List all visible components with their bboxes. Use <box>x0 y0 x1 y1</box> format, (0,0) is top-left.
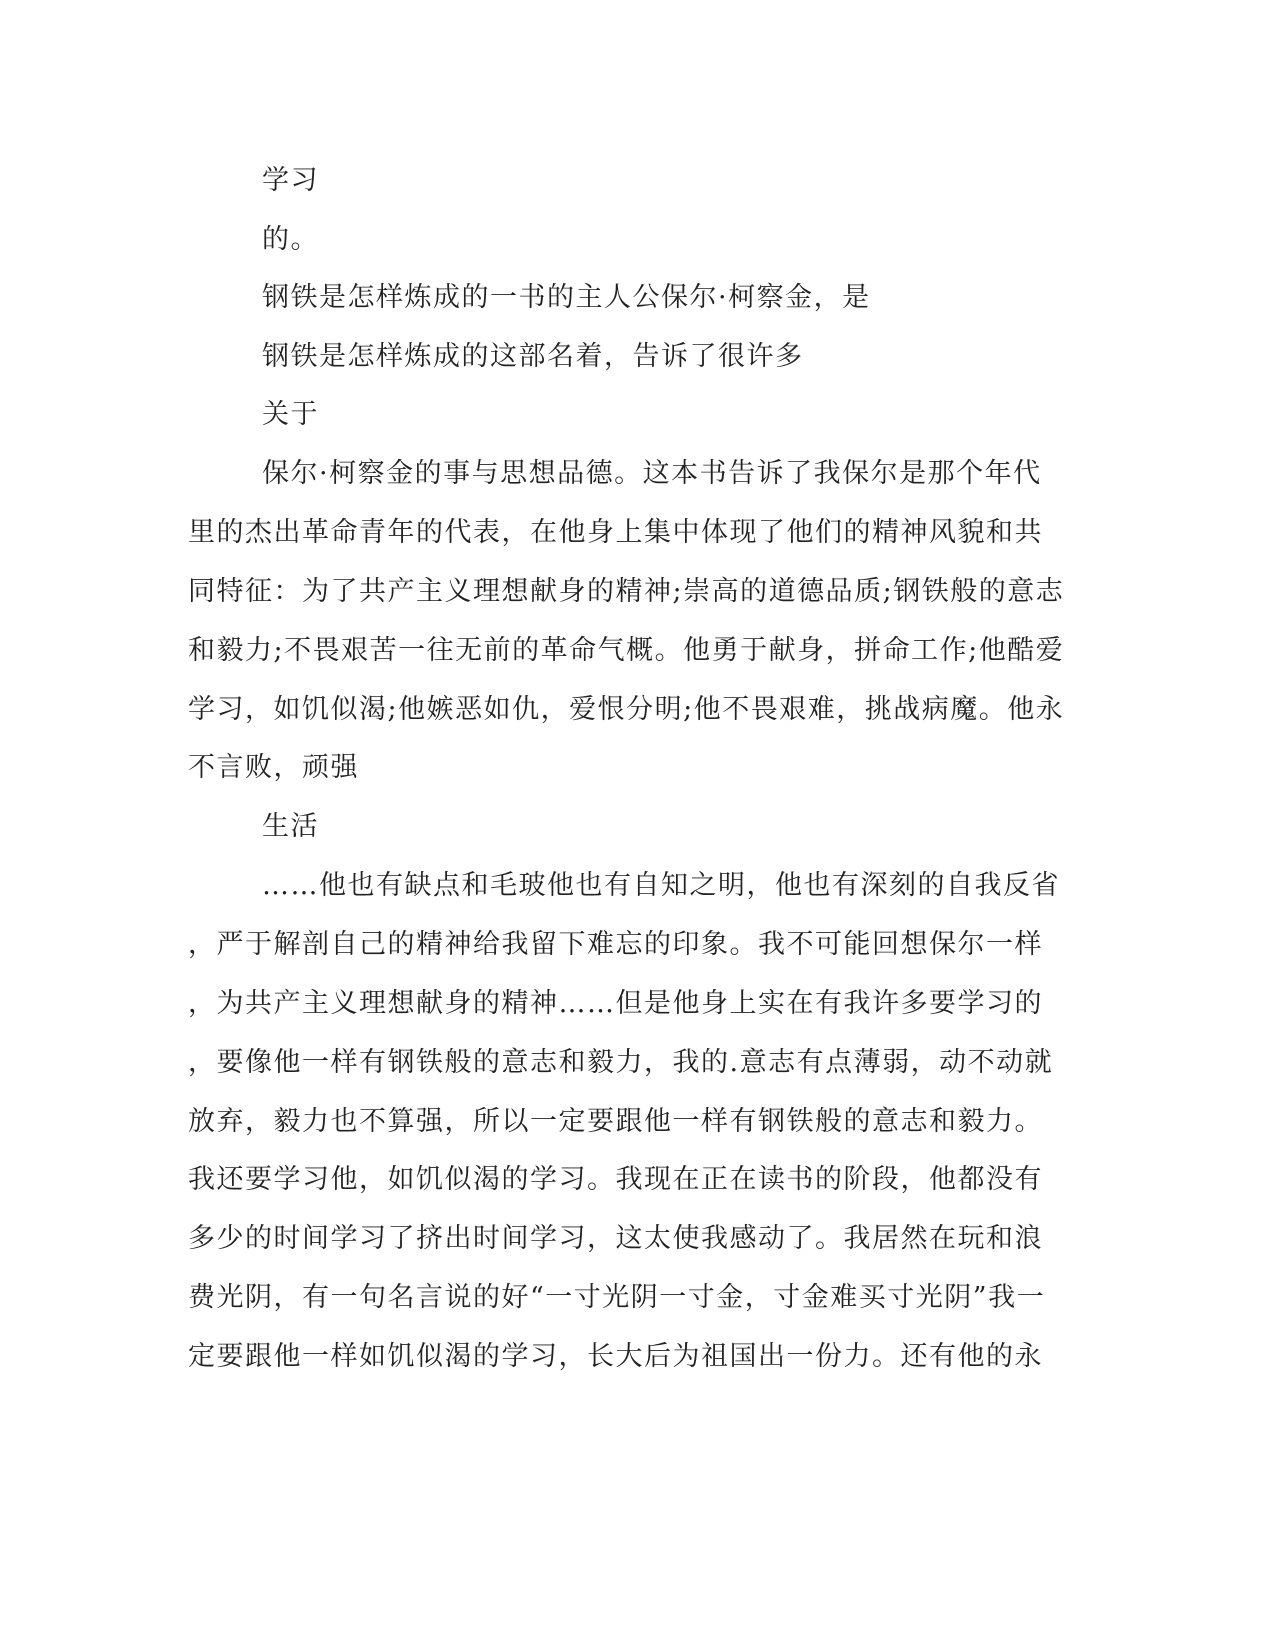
text-line-3: 钢铁是怎样炼成的一书的主人公保尔·柯察金，是 <box>262 282 871 313</box>
paragraph-line-2: 里的杰出革命青年的代表，在他身上集中体现了他们的精神风貌和共 <box>188 517 1043 548</box>
paragraph2-line-4: ，要像他一样有钢铁般的意志和毅力，我的.意志有点薄弱，动不动就 <box>188 1047 1054 1078</box>
paragraph-line-3: 同特征：为了共产主义理想献身的精神;崇高的道德品质;钢铁般的意志 <box>188 576 1065 607</box>
text-line-2: 的。 <box>262 224 319 255</box>
paragraph2-line-7: 多少的时间学习了挤出时间学习，这太使我感动了。我居然在玩和浪 <box>188 1223 1043 1254</box>
paragraph-line-4: 和毅力;不畏艰苦一往无前的革命气概。他勇于献身，拼命工作;他酷爱 <box>188 635 1065 666</box>
paragraph2-line-2: ，严于解剖自己的精神给我留下难忘的印象。我不可能回想保尔一样 <box>188 929 1043 960</box>
text-line-1: 学习 <box>262 165 319 196</box>
paragraph2-line-8: 费光阴，有一句名言说的好“一寸光阴一寸金，寸金难买寸光阴”我一 <box>188 1282 1046 1313</box>
paragraph2-line-6: 我还要学习他，如饥似渴的学习。我现在正在读书的阶段，他都没有 <box>188 1164 1043 1195</box>
text-line-4: 钢铁是怎样炼成的这部名着，告诉了很许多 <box>262 341 804 372</box>
paragraph2-line-3: ，为共产主义理想献身的精神……但是他身上实在有我许多要学习的 <box>188 988 1043 1019</box>
paragraph2-line-1: ……他也有缺点和毛玻他也有自知之明，他也有深刻的自我反省 <box>262 870 1060 901</box>
paragraph2-line-9: 定要跟他一样如饥似渴的学习，长大后为祖国出一份力。还有他的永 <box>188 1341 1043 1372</box>
paragraph-line-6: 不言败，顽强 <box>188 752 359 783</box>
paragraph-line-5: 学习，如饥似渴;他嫉恶如仇，爱恨分明;他不畏艰难，挑战病魔。他永 <box>188 694 1065 725</box>
paragraph-line-1: 保尔·柯察金的事与思想品德。这本书告诉了我保尔是那个年代 <box>262 458 1042 489</box>
text-line-6: 生活 <box>262 811 319 842</box>
paragraph2-line-5: 放弃，毅力也不算强，所以一定要跟他一样有钢铁般的意志和毅力。 <box>188 1106 1043 1137</box>
text-line-5: 关于 <box>262 399 319 430</box>
